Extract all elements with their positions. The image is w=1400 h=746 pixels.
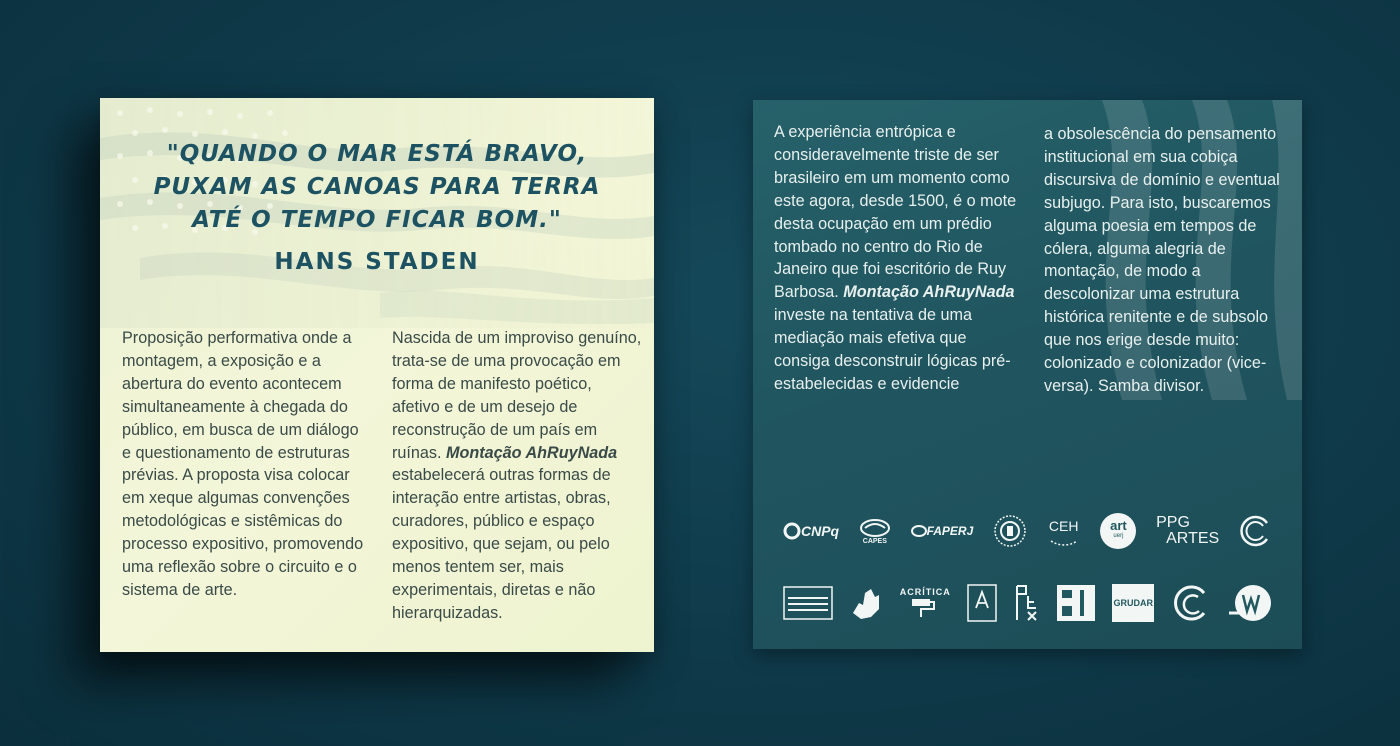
ppg-artes-logo [1156,515,1219,547]
art-uerj-badge [1100,513,1136,549]
artes-label: ARTES [1166,530,1220,547]
rfx-logo [1014,584,1040,622]
right-column-text-2: a obsolescência do pensamento institucional em sua cobiça discursiva de domínio e eventual subjugo. Para isto, buscaremos alguma poesia em tempos de cólera, alguma alegria de montação, de modo a descolonizar uma estrutura histórica renitente e de subsolo que nos erige desde muito: colonizado e colonizador (vice-versa). Samba divisor. [1044,125,1280,395]
sponsor-logos-row-1 [783,512,1273,550]
left-column-text-1: Proposição performativa onde a montagem, a exposição e a abertura do evento acontecem simultaneamente à chegada do público, em busca de um diálogo e questionamento de estruturas prévias. A proposta visa colocar em xeque algumas convenções metodológicas e sistêmicas do processo expositivo, promovendo uma reflexão sobre o circuito e o sistema de arte. [122,329,364,599]
ceh-logo [1047,515,1081,547]
art-label: art [1110,518,1127,533]
sh-block-icon [1056,584,1096,622]
c-circle-icon [1239,514,1273,548]
capes-label: CAPES [862,537,887,545]
cnpq-logo [783,522,839,540]
sponsor-logos-row-2 [783,582,1273,624]
c-circle-logo [1239,514,1273,548]
acritica-label: ACRÍTICA [899,587,951,597]
grudar-badge: GRUDAR [1112,584,1154,622]
contemporaneo-logo [783,586,833,620]
c-swirl-logo [1171,583,1211,623]
right-column-text-1 [774,121,1024,396]
text-segment: investe na tentativa de uma mediação mais efetiva que consiga desconstruir lógicas pré-estabelecidas e evidencie [774,306,1011,393]
sh-block-logo [1056,584,1096,622]
mac-logo [849,583,883,623]
paint-roller-icon [910,597,940,619]
left-card [100,98,654,652]
text-segment: Nascida de um improviso genuíno, trata-se de uma provocação em forma de manifesto poético, afetivo e de um desejo de reconstrução de um país em ruínas. [392,329,642,462]
quote-line-3: ATÉ O TEMPO FICAR BOM." [192,207,562,233]
c-swirl-icon [1171,583,1211,623]
wj-logo [1227,583,1273,623]
quote-line-2: PUXAM AS CANOAS PARA TERRA [153,174,601,200]
project-name-emphasis: Montação AhRuyNada [843,283,1015,302]
cnpq-icon [783,522,801,540]
mac-map-icon [849,583,883,623]
faperj-logo [911,523,974,539]
project-name-emphasis: Montação AhRuyNada [446,443,618,462]
wj-icon [1227,583,1273,623]
ppg-label: PPG [1156,514,1190,531]
contemporaneo-icon [783,586,833,620]
uerj-seal-icon [993,514,1027,548]
faperj-icon [911,523,927,539]
capes-icon [859,518,891,538]
art-sublabel: uerj [1113,533,1124,539]
uerj-seal-logo [993,514,1027,548]
left-column-text-2 [392,327,642,625]
quote-author: HANS STADEN [274,249,480,275]
rfx-icon [1014,584,1040,622]
text-segment: estabelecerá outras formas de interação entre artistas, obras, curadores, público e espaço expositivo, que sejam, ou pelo menos tentem ser, mais experimentais, diretas e não hierarquizadas. [392,466,611,622]
cnpq-label: CNPq [801,523,840,539]
a-square-logo [967,584,997,622]
art-uerj-logo [1100,513,1136,549]
quote-block [100,138,654,275]
text-segment: A experiência entrópica e consideravelmente triste de ser brasileiro em um momento como este agora, desde 1500, é o mote desta ocupação em um prédio tombado no centro do Rio de Janeiro que foi escritório de Ruy Barbosa. [774,123,1017,302]
capes-logo [859,518,891,545]
grudar-logo [1112,584,1154,622]
quote-line-1: "QUANDO O MAR ESTÁ BRAVO, [166,141,588,167]
ceh-label: CEH [1048,518,1079,534]
acritica-logo [900,587,951,619]
a-square-icon [967,584,997,622]
right-card [753,100,1302,649]
faperj-label: FAPERJ [926,524,974,538]
